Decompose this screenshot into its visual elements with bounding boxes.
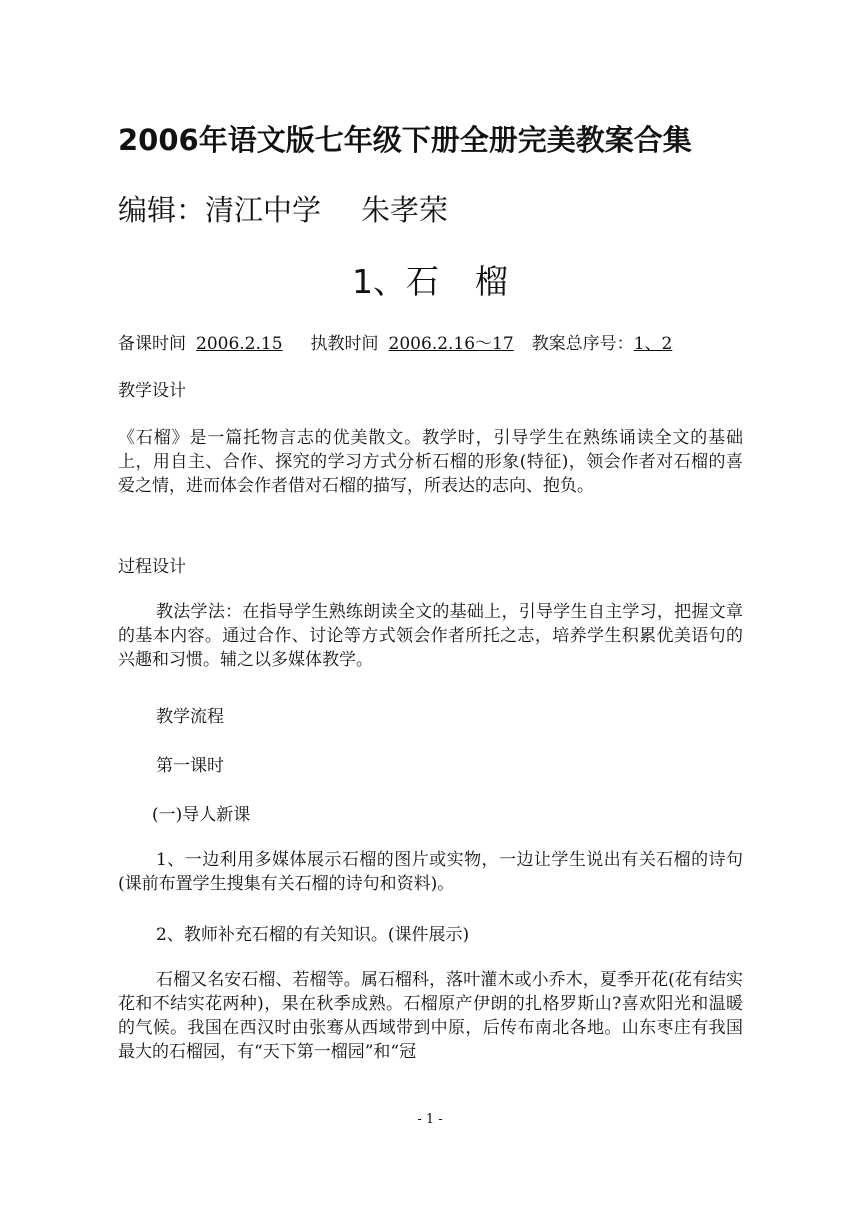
teach-time-value: 2006.2.16～17 (388, 334, 514, 354)
document-title: 2006年语文版七年级下册全册完美教案合集 (118, 123, 692, 157)
flow-heading: 教学流程 (156, 707, 224, 727)
editor-line (118, 188, 448, 229)
process-heading: 过程设计 (118, 557, 186, 577)
teach-time-label: 执教时间 (310, 334, 379, 354)
period-heading: 第一课时 (156, 756, 224, 776)
design-heading: 教学设计 (118, 381, 186, 401)
page-number: - 1 - (417, 1112, 443, 1127)
design-paragraph: 《石榴》是一篇托物言志的优美散文。教学时，引导学生在熟练诵读全文的基础上，用自主、合作、探究的学习方式分析石榴的形象(特征)，领会作者对石榴的喜爱之情，进而体会作者借对石榴的描写，所表达的志向、抱负。 (118, 428, 743, 496)
prep-time-label: 备课时间 (118, 334, 186, 354)
schedule-line (118, 329, 672, 354)
prep-time-value: 2006.2.15 (196, 334, 283, 354)
lesson-title-char: 榴 (475, 262, 508, 301)
lesson-title (0, 256, 860, 303)
intro-heading: (一)导人新课 (152, 805, 251, 825)
sequence-value: 1、2 (633, 334, 673, 354)
knowledge-paragraph: 石榴又名安石榴、若榴等。属石榴科，落叶灌木或小乔木，夏季开花(花有结实花和不结实花两种)，果在秋季成熟。石榴原产伊朗的扎格罗斯山?喜欢阳光和温暖的气候。我国在西汉时由张骞从西域带到中原，后传布南北各地。山东枣庄有我国最大的石榴园，有“天下第一榴园”和“冠 (118, 970, 743, 1062)
lesson-title-number: 1、石 (352, 262, 439, 301)
step-two-paragraph: 2、教师补充石榴的有关知识。(课件展示) (156, 925, 470, 945)
step-one-paragraph: 1、一边利用多媒体展示石榴的图片或实物，一边让学生说出有关石榴的诗句(课前布置学生搜集有关石榴的诗句和资料)。 (118, 850, 743, 894)
editor-name: 朱孝荣 (361, 193, 449, 227)
editor-label: 编辑：清江中学 (118, 193, 322, 227)
sequence-label: 教案总序号： (531, 334, 634, 354)
method-paragraph: 教法学法：在指导学生熟练朗读全文的基础上，引导学生自主学习，把握文章的基本内容。通过合作、讨论等方式领会作者所托之志，培养学生积累优美语句的兴趣和习惯。辅之以多媒体教学。 (118, 602, 743, 670)
